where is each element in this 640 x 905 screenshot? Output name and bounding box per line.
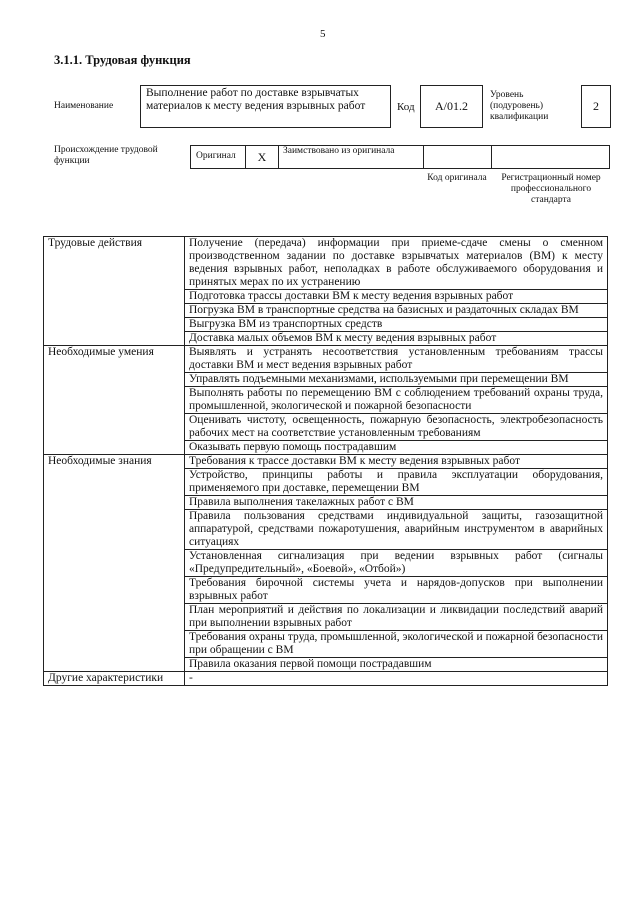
item-cell: Выполнять работы по перемещению ВМ с соблюдением требований охраны труда, промышленной, экологической и пожарной безопасности (185, 387, 608, 414)
labor-function-table (43, 236, 608, 686)
item-cell: Оказывать первую помощь пострадавшим (185, 441, 608, 455)
category-cell: Другие характеристики (44, 672, 185, 686)
level-label: Уровень (подуровень) квалификации (490, 90, 549, 122)
page-number: 5 (320, 28, 326, 40)
original-label: Оригинал (191, 146, 246, 168)
code-value-box: А/01.2 (420, 85, 483, 128)
item-cell: Установленная сигнализация при ведении взрывных работ (сигналы «Предупредительный», «Боевой», «Отбой») (185, 550, 608, 577)
origin-label: Происхождение трудовой функции (54, 145, 158, 166)
item-cell: Выявлять и устранять несоответствия установленным требованиям трассы доставки ВМ и мест ведения взрывных работ (185, 346, 608, 373)
table-row (44, 672, 608, 686)
item-cell: Управлять подъемными механизмами, используемыми при перемещении ВМ (185, 373, 608, 387)
name-label: Наименование (54, 101, 114, 111)
code-original-cell (424, 146, 492, 168)
item-cell: Погрузка ВМ в транспортные средства на базисных и раздаточных складах ВМ (185, 304, 608, 318)
table-row (44, 455, 608, 469)
reg-number-label: Регистрационный номер профессионального стандарта (501, 173, 601, 205)
item-cell: Доставка малых объемов ВМ к месту ведения взрывных работ (185, 332, 608, 346)
origin-row (190, 145, 610, 169)
item-cell: Правила выполнения такелажных работ с ВМ (185, 496, 608, 510)
item-cell: Подготовка трассы доставки ВМ к месту ведения взрывных работ (185, 290, 608, 304)
item-cell: - (185, 672, 608, 686)
item-cell: Требования к трассе доставки ВМ к месту ведения взрывных работ (185, 455, 608, 469)
reg-number-cell (492, 146, 610, 168)
code-label: Код (397, 101, 415, 113)
level-value-box: 2 (581, 85, 611, 128)
table-row (44, 237, 608, 290)
category-cell: Трудовые действия (44, 237, 185, 346)
section-title: 3.1.1. Трудовая функция (54, 53, 191, 67)
item-cell: Выгрузка ВМ из транспортных средств (185, 318, 608, 332)
category-cell: Необходимые умения (44, 346, 185, 455)
item-cell: Правила пользования средствами индивидуальной защиты, газозащитной аппаратурой, средствами пожаротушения, аварийным инструментом в аварийных ситуациях (185, 510, 608, 550)
item-cell: Требования бирочной системы учета и нарядов-допусков при выполнении взрывных работ (185, 577, 608, 604)
function-name-box: Выполнение работ по доставке взрывчатых материалов к месту ведения взрывных работ (140, 85, 391, 128)
code-original-label: Код оригинала (427, 173, 487, 183)
original-mark: X (246, 146, 279, 168)
item-cell: Правила оказания первой помощи пострадавшим (185, 658, 608, 672)
borrowed-label: Заимствовано из оригинала (279, 146, 424, 168)
item-cell: Получение (передача) информации при приеме-сдаче смены о сменном производственном задании по доставке взрывчатых материалов (ВМ) к месту ведения взрывных работ, неполадках в работе обслуживаемого оборудования и принятых мерах по их устранению (185, 237, 608, 290)
category-cell: Необходимые знания (44, 455, 185, 672)
table-row (44, 346, 608, 373)
item-cell: План мероприятий и действия по локализации и ликвидации последствий аварий при выполнении взрывных работ (185, 604, 608, 631)
item-cell: Оценивать чистоту, освещенность, пожарную безопасность, электробезопасность рабочих мест на соответствие установленным требованиям (185, 414, 608, 441)
item-cell: Устройство, принципы работы и правила эксплуатации оборудования, применяемого при доставке, перемещении ВМ (185, 469, 608, 496)
item-cell: Требования охраны труда, промышленной, экологической и пожарной безопасности при обращении с ВМ (185, 631, 608, 658)
